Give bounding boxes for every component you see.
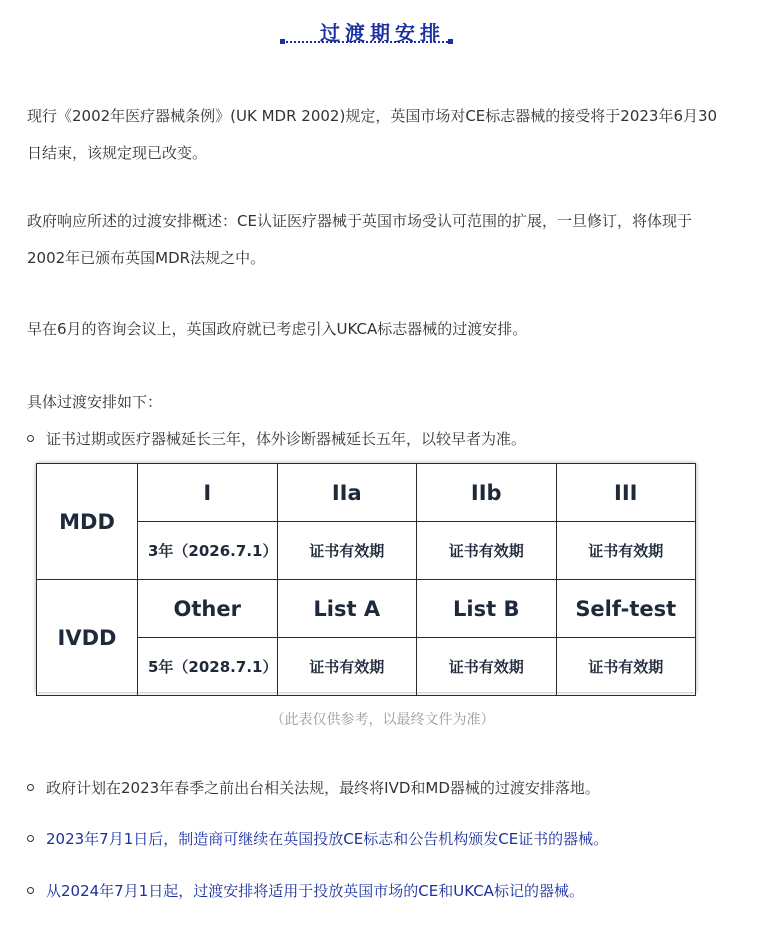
- paragraph-2: 政府响应所述的过渡安排概述：CE认证医疗器械于英国市场受认可范围的扩展，一旦修订，将体现于2002年已颁布英国MDR法规之中。: [27, 212, 692, 267]
- title-underline: [282, 41, 452, 43]
- bullet-text: 政府计划在2023年春季之前出台相关法规，最终将IVD和MD器械的过渡安排落地。: [46, 779, 600, 797]
- period-cell: 证书有效期: [277, 522, 417, 580]
- class-header: IIa: [277, 464, 417, 522]
- circle-bullet-icon: [27, 835, 34, 842]
- period-cell: 证书有效期: [417, 638, 557, 696]
- table-caption: （此表仅供参考，以最终文件为准）: [270, 712, 495, 728]
- period-cell: 3年（2026.7.1）: [138, 522, 278, 580]
- table-row: [37, 464, 696, 522]
- bullet-item: [27, 427, 747, 451]
- class-header: IIb: [417, 464, 557, 522]
- circle-bullet-icon: [27, 784, 34, 791]
- underline-dot-right: [448, 39, 453, 44]
- group-label-ivdd: IVDD: [37, 580, 138, 696]
- circle-bullet-icon: [27, 887, 34, 894]
- bullet-item: [27, 776, 747, 800]
- transition-table: [36, 463, 696, 696]
- period-cell: 5年（2028.7.1）: [138, 638, 278, 696]
- class-header: I: [138, 464, 278, 522]
- paragraph-3: 早在6月的咨询会议上，英国政府就已考虑引入UKCA标志器械的过渡安排。: [27, 320, 528, 338]
- class-header: Self-test: [556, 580, 696, 638]
- table-row: [37, 580, 696, 638]
- paragraph-1: 现行《2002年医疗器械条例》(UK MDR 2002)规定，英国市场对CE标志器械的接受将于2023年6月30日结束，该规定现已改变。: [27, 107, 718, 162]
- section-header: [0, 18, 765, 48]
- circle-bullet-icon: [27, 435, 34, 442]
- paragraph-4: 具体过渡安排如下：: [27, 393, 163, 411]
- underline-dot-left: [280, 39, 285, 44]
- period-cell: 证书有效期: [277, 638, 417, 696]
- class-header: III: [556, 464, 696, 522]
- class-header: List A: [277, 580, 417, 638]
- transition-table-image: [36, 463, 696, 692]
- period-cell: 证书有效期: [556, 638, 696, 696]
- bullet-text: 从2024年7月1日起，过渡安排将适用于投放英国市场的CE和UKCA标记的器械。: [46, 882, 584, 900]
- class-header: Other: [138, 580, 278, 638]
- bullet-item: [27, 879, 747, 903]
- bullet-text: 2023年7月1日后，制造商可继续在英国投放CE标志和公告机构颁发CE证书的器械。: [46, 830, 609, 848]
- period-cell: 证书有效期: [556, 522, 696, 580]
- bullet-text: 证书过期或医疗器械延长三年，体外诊断器械延长五年，以较早者为准。: [46, 430, 527, 448]
- class-header: List B: [417, 580, 557, 638]
- bullet-item: [27, 827, 747, 851]
- section-title: 过渡期安排: [320, 21, 445, 45]
- period-cell: 证书有效期: [417, 522, 557, 580]
- group-label-mdd: MDD: [37, 464, 138, 580]
